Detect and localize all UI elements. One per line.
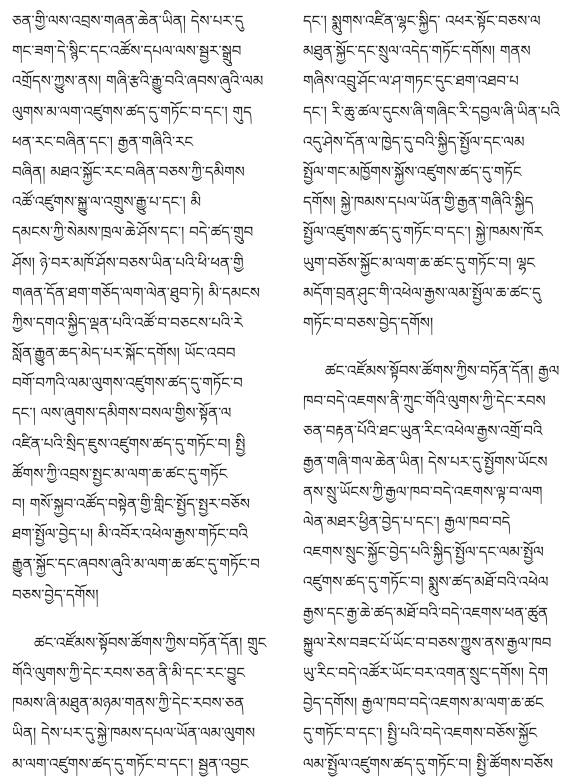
text-line: མ་ལག་འཛུགས་ཚད་དུ་གཏོང་བ་དང་། སྦྱན་འབྱང xyxy=(12,754,249,773)
text-line: སློན་རྒྱུན་ཆད་མེད་པར་སྐོང་དགོས། ཡོང་འབབ xyxy=(12,344,236,363)
paragraph xyxy=(12,6,284,610)
text-line: འཛུགས་ཚད་དུ་གཏོང་བ། སྨུས་ཚད་མཐོ་བའི་འཕེལ xyxy=(303,573,549,592)
text-line: ཚོགས་ཀྱི་འབྲས་སྤྱང་མ་ལག་ཆ་ཚང་དུ་གཏོང xyxy=(12,464,228,483)
text-line: འཚོ་འཛུགས་སྐྱུ་ལ་འགྲུས་རྒྱུ་པ་དང་། མི xyxy=(12,193,202,212)
text-line: ལེན་མཐར་ཕྱིན་བྱེད་པ་དང་། རྒྱལ་ཁབ་བདེ xyxy=(303,513,511,531)
text-line: དང་། ལས་ཞུགས་དམིགས་བསལ་གྱིས་སྟོན་ལ xyxy=(12,404,232,423)
text-line: གཞན་དོན་ཐག་གཅོད་ལག་ལེན་ཐུབ་ཏེ། མི་དམངས xyxy=(12,283,261,302)
text-line: ཡུག་བཅོས་སྐྱོང་མ་ལག་ཆ་ཚང་དུ་གཏོང་བ། ལྷང xyxy=(303,253,536,272)
text-line: འཇགས་སྲུང་སྐྱོང་བྱེད་པའི་སྐྱིད་སྤྱོལ་དང་ལམ་སྤྱོལ xyxy=(303,543,544,562)
paragraph xyxy=(303,356,575,779)
text-line: ཚང་འཛོམས་སྟོབས་ཚོགས་ཀྱིས་བཏོན་དོན། རྒྱལ xyxy=(325,362,560,381)
text-line: རྒྱན་གཞི་གལ་ཆེན་ཡིན། དེས་པར་དུ་སྤྱོགས་ཡོངས xyxy=(303,452,548,471)
text-line: ནས་སྲུ་ཡོངས་ཀྱི་རྒྱལ་ཁབ་བདེ་འཇགས་ལྟ་བ་ལག xyxy=(303,482,543,501)
text-line: ཅན་བརྟན་པོའི་ཐང་ཡུན་རིང་འཕེལ་རྒྱས་འགྲོ་བའི xyxy=(303,422,543,441)
text-line: ཅན་གྱི་ལས་འབྲས་གཞན་ཆེན་ཡིན། དེས་པར་དུ xyxy=(12,12,244,30)
text-line: ཡིན། དེས་པར་དུ་སྐྱེ་ཁམས་དཔལ་ཡོན་ལམ་ལུགས xyxy=(12,724,256,743)
paragraph-gap xyxy=(303,338,575,356)
paragraph xyxy=(303,6,575,338)
text-line: ཡུ་རིང་བདེ་འཚོར་ཡོང་བར་འགན་སྲུང་དགོས། དེག xyxy=(303,663,548,682)
text-line: ལུགས་མ་ལག་འཛུགས་ཚད་དུ་གཏོང་བ་དང་། གུད xyxy=(12,102,252,121)
text-line: ཕན་རང་བཞིན་དང་། རྒྱན་གཞིའི་རང xyxy=(12,132,194,151)
text-line: བྱེད་དགོས། རྒྱལ་ཁབ་བདེ་འཇགས་མ་ལག་ཆ་ཚང xyxy=(303,694,544,713)
text-line: སྐྱུལ་རེས་བཟང་པོ་ཡོང་བ་བཅས་ཀྱུས་ནས་རྒྱལ་ཁབ xyxy=(303,633,552,652)
text-line: བཅས་བྱེད་དགོས། xyxy=(12,585,99,604)
text-line: ལམ་སྤྱོལ་འཛུགས་ཚད་དུ་གཏོང་བ། སྤྱི་ཚོགས་བཅོས xyxy=(303,754,554,773)
text-line: དུ་གཏོང་བ་དང་། སྤྱི་པའི་བདེ་འཇགས་བཅོས་སྐྱོང xyxy=(303,724,538,743)
paragraph xyxy=(12,628,284,779)
text-line: གོའི་ལུགས་ཀྱི་དེང་རབས་ཅན་ནི་མི་དང་རང་བྱུང xyxy=(12,663,246,682)
left-column xyxy=(12,6,284,779)
text-line: བགོ་བཀའི་ལམ་ལུགས་འཛུགས་ཚད་དུ་གཏོང་བ xyxy=(12,374,243,393)
text-line: དང་། སྨུགས་འཛིན་ལྷང་སྐྱིད་ འཕར་སྟོང་བཅས་ལ xyxy=(303,12,541,30)
text-line: དང་། རི་ཆུ་ཚལ་དུངས་ཞི་གཞིང་རི་དབྱལ་ཞི་ཡིན་པའི xyxy=(303,102,560,121)
right-column xyxy=(303,6,575,779)
text-line: ཀྱིས་དགའ་སྐྱིད་ལྡན་པའི་འཚོ་བ་བཅངས་པའི་རེ xyxy=(12,313,243,332)
paragraph-gap xyxy=(12,610,284,628)
text-line: གང་ཟག་དེ་སྙིང་དང་འཚོས་དཔལ་ལས་སྦྱར་སྒྲུབ xyxy=(12,42,242,61)
text-line: བཞིན། མཐའ་སྐྱོང་རང་བཞིན་བཅས་ཀྱི་དམིགས xyxy=(12,162,245,181)
text-line: སྤྱོལ་གང་མཁྱོགས་སྐྱོས་འཛུགས་ཚད་དུ་གཏོང xyxy=(303,162,522,181)
text-line: ཁབ་བདེ་འཇགས་ནི་ཀྲུང་གོའི་ལུགས་ཀྱི་དེང་རབས xyxy=(303,392,546,411)
text-line: འགྲོདས་ཀྱུས་ནས། གཞི་རྩའི་རྒྱུ་བའི་ཞབས་ཞུའི་ལམ xyxy=(12,72,264,91)
text-line: འཛིན་པའི་སྲིད་ཇུས་འཛུགས་ཚད་དུ་གཏོང་བ། སྤྱི xyxy=(12,434,246,453)
text-line: དམངས་ཀྱི་སེམས་ཁྲལ་ཆེ་ཤོས་དང་། བདེ་ཚད་གྲུབ xyxy=(12,223,254,242)
text-line: སྤྱོལ་འཛུགས་ཚད་དུ་གཏོང་བ་དང་། སྐྱེ་ཁམས་ཁོར xyxy=(303,223,543,242)
text-line: གཏོང་བ་བཅས་བྱེད་དགོས། xyxy=(303,313,434,332)
text-line: ཤོས། ཉེ་བར་མཁོ་ཤོས་བཅས་ཡིན་པའི་ཕི་ཕན་གྱི xyxy=(12,253,244,272)
text-line: ཁམས་ཞི་མཐུན་མཉམ་གནས་ཀྱི་དེང་རབས་ཅན xyxy=(12,694,245,713)
text-line: འདུ་ཤེས་དོན་ལ་ཁྱེད་དུ་བའི་སྐྱིད་སྤྱོལ་དང་ལམ xyxy=(303,132,525,151)
text-line: རྒྱས་དང་རྒྱ་ཆེ་ཚད་མཐོ་བའི་བདེ་འཇགས་ཕན་ཚུན xyxy=(303,603,549,622)
text-line: མདོག་བྲན་ཤུང་གི་འཕེལ་རྒྱས་ལམ་སྤྱོལ་ཆ་ཚང་དུ xyxy=(303,283,541,302)
text-line: ཚང་འཛོམས་སྟོབས་ཚོགས་ཀྱིས་བཏོན་དོན། གྲུང xyxy=(34,633,267,652)
text-line: མཐུན་སྐྱོང་དང་སྲུལ་འདེད་གཏོང་དགོས། གནས xyxy=(303,42,531,61)
text-line: རྒྱུན་སྐྱོང་དང་ཞབས་ཞུའི་མ་ལག་ཆ་ཚང་དུ་གཏོང་བ xyxy=(12,555,260,574)
text-line: དགོས། སྐྱེ་ཁམས་དཔལ་ཡོན་གྱི་རྒྱན་གཞིའི་སྐྱིད xyxy=(303,193,534,212)
text-line: ཐག་སྤྱོལ་བྱེད་པ། མི་འབོར་འཕེལ་རྒྱས་གཏོང་བའི xyxy=(12,525,248,544)
text-line: གཞིས་འབྲུ་ཤོང་ལ་ཤ་གཏང་དུང་ཐག་འཐབ་པ xyxy=(303,72,519,91)
text-line: བ། གསོ་སྐྱབ་འཚོད་བསྟེན་གྱི་གླིང་སྤྱོད་སྤྱར་བཅོས xyxy=(12,495,251,513)
